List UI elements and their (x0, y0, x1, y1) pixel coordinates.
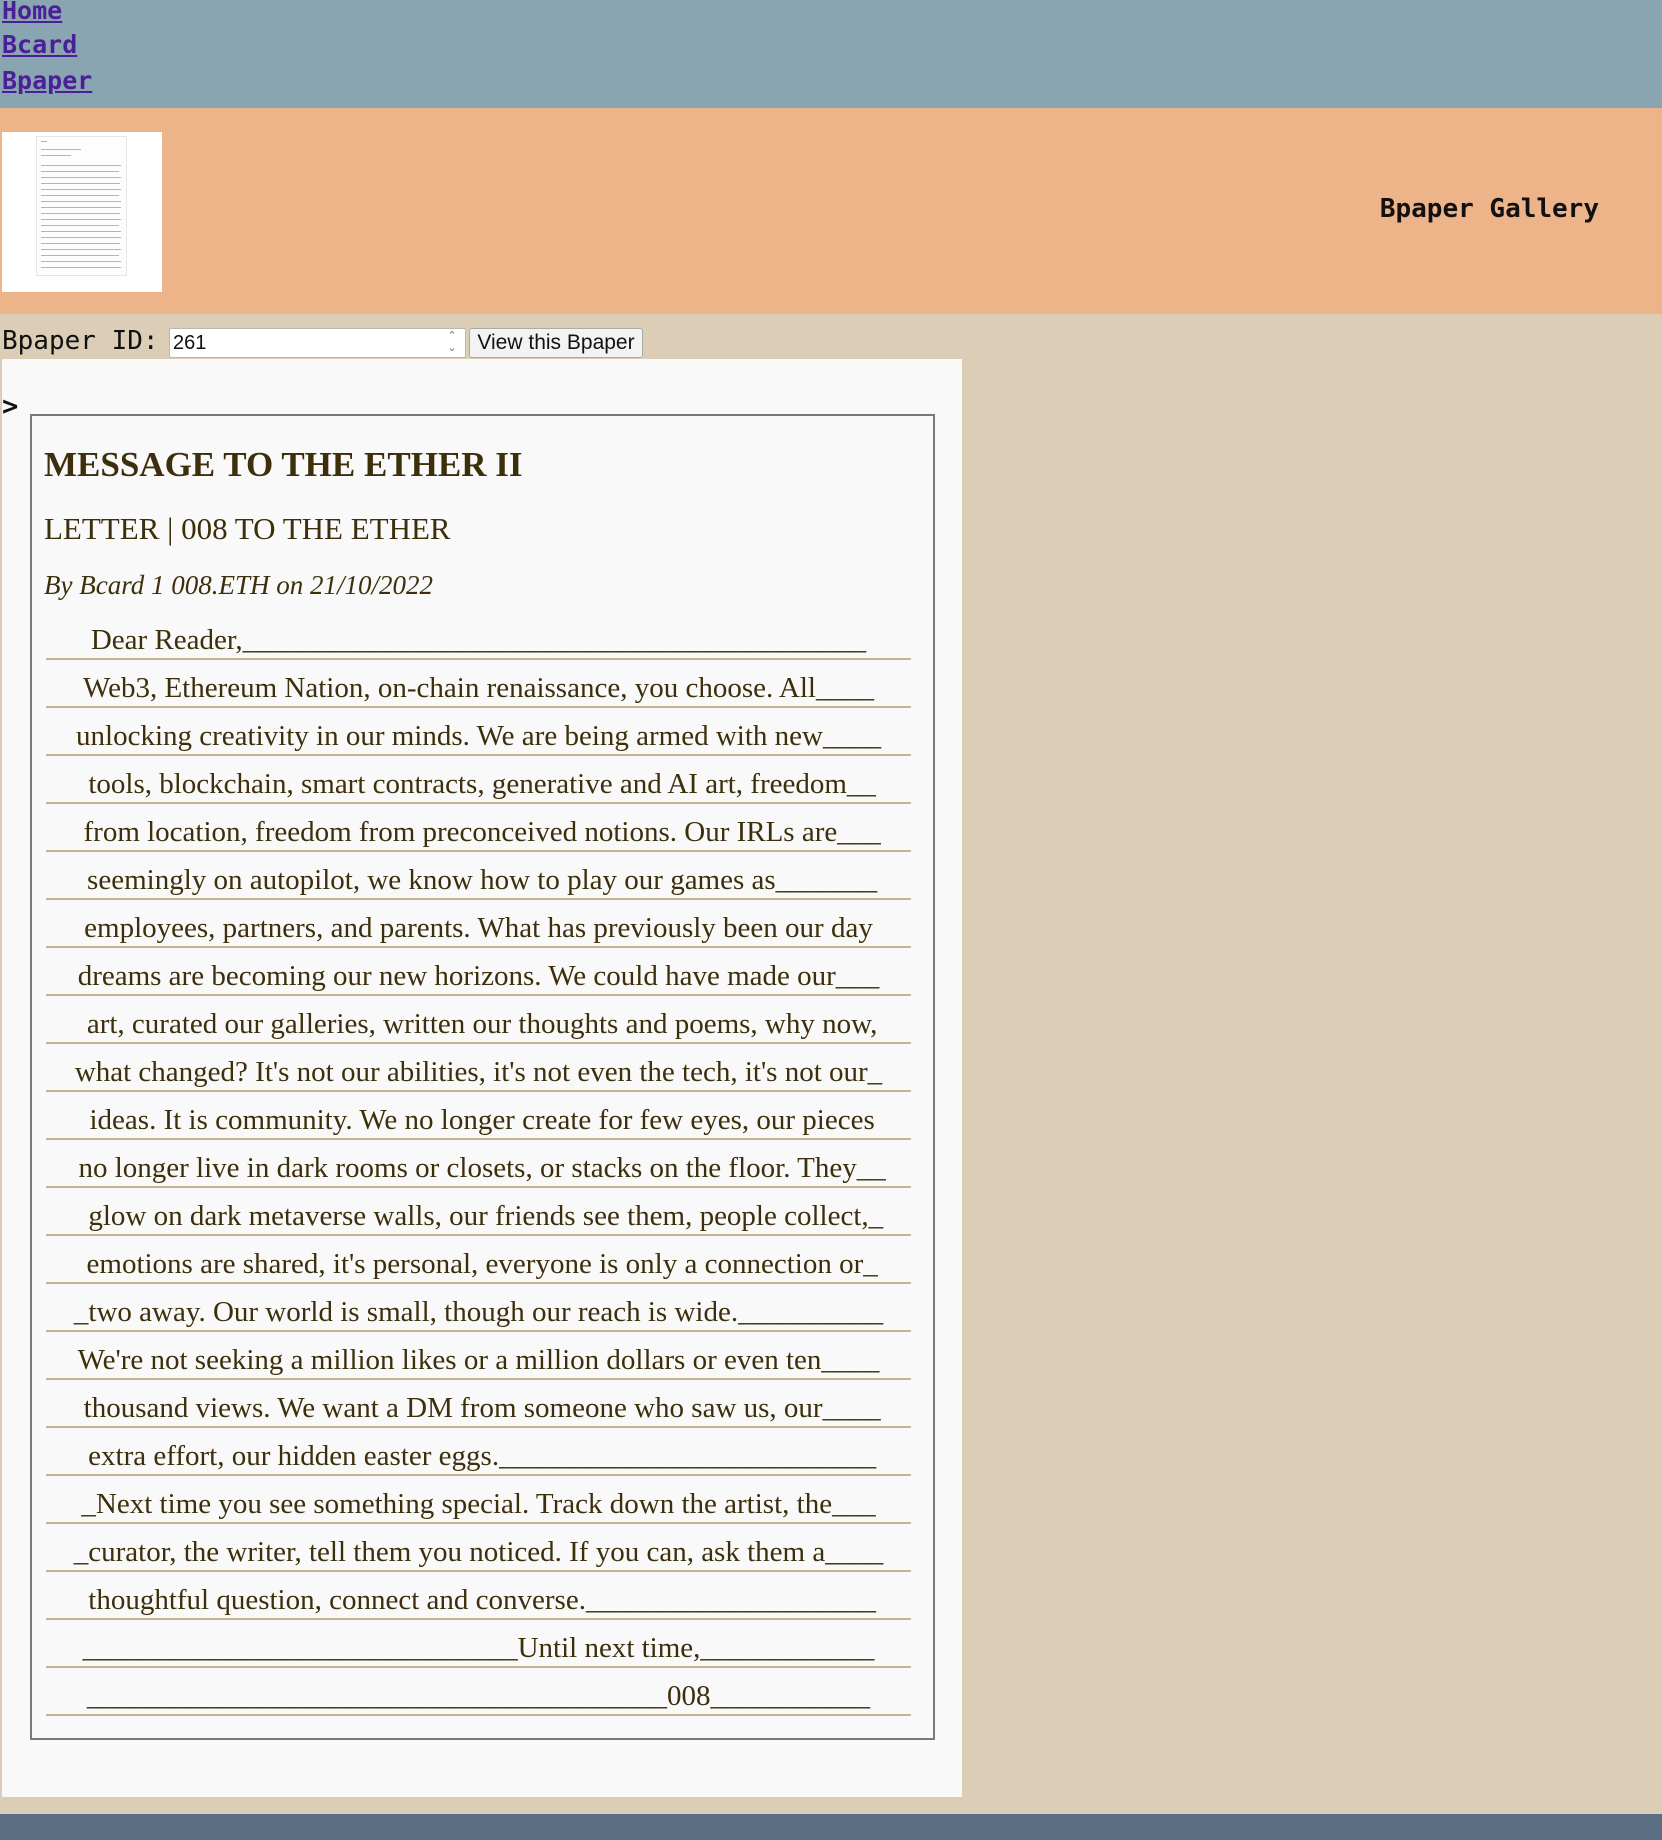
gallery-title: Bpaper Gallery (1379, 194, 1599, 224)
letter-line: employees, partners, and parents. What has previously been our day (38, 911, 919, 945)
view-bpaper-button[interactable]: View this Bpaper (469, 328, 643, 358)
letter-line: Web3, Ethereum Nation, on-chain renaissance, you choose. All____ (38, 671, 919, 705)
letter-line: emotions are shared, it's personal, everyone is only a connection or_ (38, 1247, 919, 1281)
letter-line: ________________________________________008___________ (38, 1679, 919, 1713)
letter-line: art, curated our galleries, written our thoughts and poems, why now, (38, 1007, 919, 1041)
letter-line: _Next time you see something special. Track down the artist, the___ (38, 1487, 919, 1521)
letter-line: _curator, the writer, tell them you noticed. If you can, ask them a____ (38, 1535, 919, 1569)
thumbnail-page (36, 136, 127, 276)
caret-marker: > (2, 391, 19, 422)
letter-line: We're not seeking a million likes or a million dollars or even ten____ (38, 1343, 919, 1377)
spinner-arrows-icon[interactable]: ⌃ ⌄ (447, 329, 457, 354)
letter-line: seemingly on autopilot, we know how to play our games as_______ (38, 863, 919, 897)
letter-line: dreams are becoming our new horizons. We could have made our___ (38, 959, 919, 993)
letter-line: ideas. It is community. We no longer create for few eyes, our pieces (38, 1103, 919, 1137)
bottom-bar (0, 1814, 1662, 1840)
nav-link-bpaper[interactable]: Bpaper (2, 66, 93, 95)
bpaper-id-label: Bpaper ID: (2, 326, 159, 356)
paper-subtitle: LETTER | 008 TO THE ETHER (44, 511, 451, 546)
banner (0, 108, 1662, 314)
letter-line: tools, blockchain, smart contracts, generative and AI art, freedom__ (38, 767, 919, 801)
letter-line: from location, freedom from preconceived notions. Our IRLs are___ (38, 815, 919, 849)
letter-line: _two away. Our world is small, though our reach is wide.__________ (38, 1295, 919, 1329)
letter-line: ______________________________Until next time,____________ (38, 1631, 919, 1665)
bpaper-viewer (2, 359, 962, 1797)
letter-line: Dear Reader,___________________________________________ (38, 623, 919, 657)
bpaper-id-input[interactable] (169, 328, 466, 358)
letter-line: no longer live in dark rooms or closets, or stacks on the floor. They__ (38, 1151, 919, 1185)
top-nav (0, 0, 1662, 108)
letter-line: what changed? It's not our abilities, it's not even the tech, it's not our_ (38, 1055, 919, 1089)
paper-byline: By Bcard 1 008.ETH on 21/10/2022 (44, 570, 433, 600)
letter-line: thousand views. We want a DM from someone who saw us, our____ (38, 1391, 919, 1425)
nav-link-bcard[interactable]: Bcard (2, 30, 78, 59)
nav-link-home[interactable]: Home (2, 0, 63, 25)
letter-line: thoughtful question, connect and converse.____________________ (38, 1583, 919, 1617)
paper-title: MESSAGE TO THE ETHER II (44, 445, 523, 484)
bpaper-thumbnail-icon[interactable] (2, 132, 162, 292)
letter-line: glow on dark metaverse walls, our friends see them, people collect,_ (38, 1199, 919, 1233)
bpaper-document (30, 414, 935, 1740)
letter-line: unlocking creativity in our minds. We are being armed with new____ (38, 719, 919, 753)
letter-line: extra effort, our hidden easter eggs.__________________________ (38, 1439, 919, 1473)
